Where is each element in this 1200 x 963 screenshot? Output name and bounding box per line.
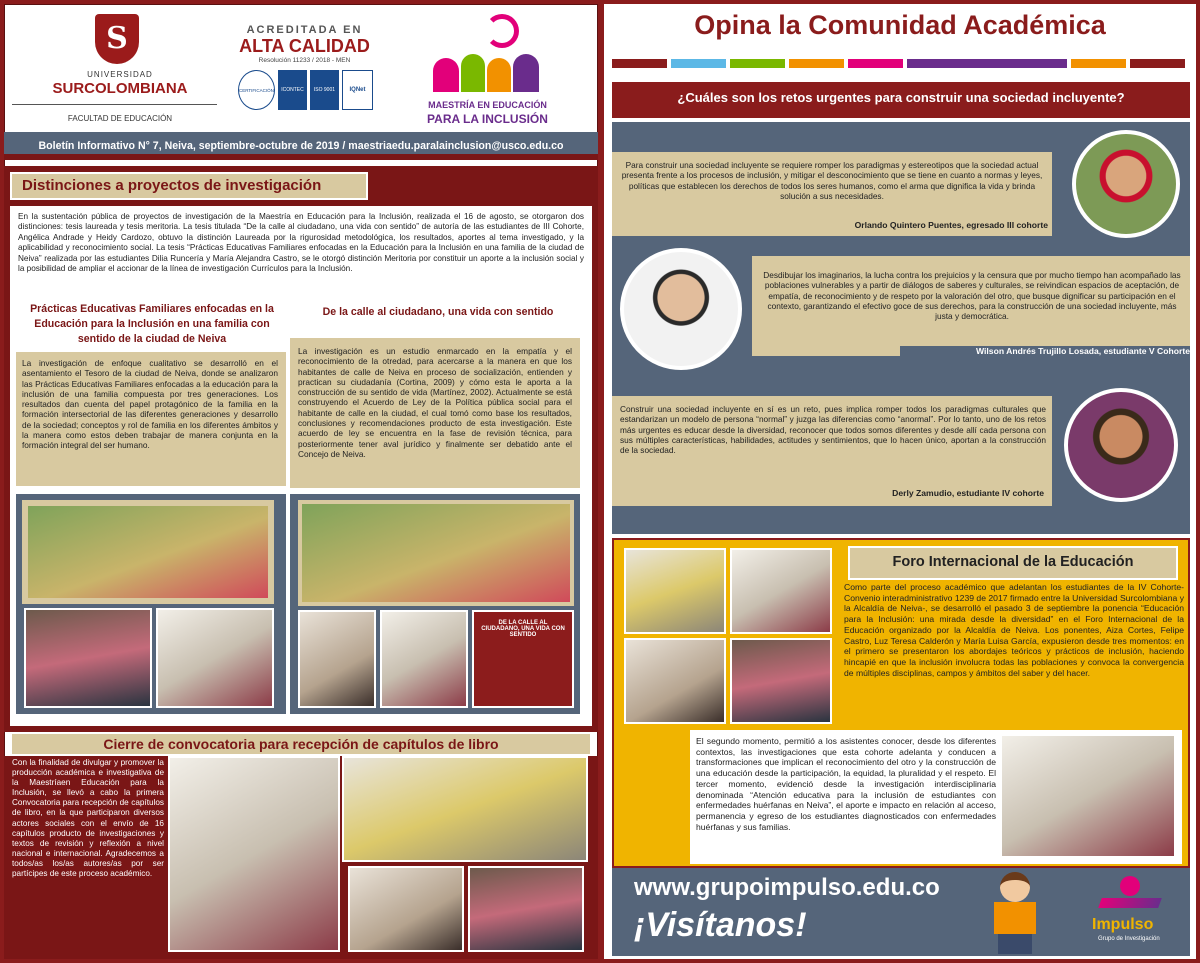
forum-text1: Como parte del proceso académico que adelantan los estudiantes de la IV Cohorte-Convenio interadministrativo 1239 de 2017 firmado entre la Universidad Surcolombiana y la Alcaldía de Neiva-, se desarrolló el pasado 3 de septiembre la ponencia “Educación para la Inclusión: una mirada desde la diversidad” en el Foro Internacional de la Educación organizado por la Alcaldía de Neiva. Los ponentes, Aiza Cortes, Felipe Castro, Luz Teresa Calderón y María Luisa García, expusieron desde tres momentos: en el primero se presentaron los abordajes teóricos y prácticos de inclusión, haciendo hincapié en que la inclusión involucra todas las poblaciones y convoca la convergencia de múltiples disciplinas, campos y ámbitos del saber y del hacer. (844, 582, 1184, 678)
photo-children (24, 608, 152, 708)
forum-photo-speakers (1000, 734, 1176, 858)
opinion-title: Opina la Comunidad Académica (694, 10, 1106, 40)
color-stripe (612, 56, 1190, 68)
cert-badge: IQNet (342, 70, 373, 110)
forum-photo-1 (624, 548, 726, 634)
cert-badge: CERTIFICACIÓN (238, 70, 275, 110)
question-text: ¿Cuáles son los retos urgentes para construir una sociedad incluyente? (677, 90, 1125, 105)
program-logo-figures (425, 14, 545, 94)
cert-badge: ISO 9001 (310, 70, 339, 110)
photo-park-group (298, 500, 574, 606)
photo-presentation (380, 610, 468, 708)
right-study-text: La investigación es un estudio enmarcado en la empatía y el reconocimiento de la otredad, para acercarse a la manera en que los habitantes de calle de Neiva en proceso de socialización, entienden y practican su ciudadanía (Cortina, 2009) y cómo esta le aporta a la construcción de su sentido de vida (Martínez, 2002). Actualmente se está construyendo el Acuerdo de Ley de la Política pública social para el habitante de calle en la ciudad, el cual tomó como base los resultados, conclusiones y recomendaciones producto de esta investigación. Este acuerdo de ley se encuentra en la fase de revisión técnica, para posteriormente tener aval jurídico y finalmente ser debatido ante el Concejo de Neiva. (298, 346, 572, 459)
university-line1: UNIVERSIDAD (87, 70, 153, 79)
university-logo: S (95, 14, 139, 64)
forum-photo-4 (730, 638, 832, 724)
photo-workshop (298, 610, 376, 708)
accredited-line1: ACREDITADA EN (246, 24, 363, 36)
quote1-author: Orlando Quintero Puentes, egresado III cohorte (854, 220, 1048, 230)
impulso-logo (1100, 876, 1170, 916)
quote3-text: Construir una sociedad incluyente en sí es un reto, pues implica romper todos los paradigmas culturales que estandarizan un modelo de persona “normal” y juzga las diferencias como “anormal”. Por lo tanto, uno de los retos más urgentes es educar desde la diversidad, reconocer que todos somos diferentes y desde allí cada persona con sus múltiples características, habilidades, actitudes y sentimientos, que lo hacen único, aportan a la construcción de la sociedad. (620, 404, 1046, 456)
distinctions-title: Distinciones a proyectos de investigación (22, 177, 322, 194)
photo-classroom-1 (342, 756, 588, 862)
program-line2: PARA LA INCLUSIÓN (427, 112, 548, 126)
bulletin-bar: Boletín Informativo N° 7, Neiva, septiembre-octubre de 2019 / maestriaedu.paralainclusion@usco.edu.co (4, 132, 598, 160)
quote1-text: Para construir una sociedad incluyente se requiere romper los paradigmas y estereotipos que la sociedad actual presenta frente a los procesos de inclusión, y mitigar el desconocimiento que se tiene en cuanto a normas y leyes, políticas que establecen los derechos de todos los seres humanos, como el arma que dignifica la vida y brinda solución a sus necesidades. (621, 160, 1043, 201)
forum-title: Foro Internacional de la Educación (892, 554, 1134, 570)
avatar-orlando (1072, 130, 1180, 238)
footer-cta[interactable]: ¡Visítanos! (634, 906, 807, 944)
closing-title: Cierre de convocatoria para recepción de capítulos de libro (103, 736, 499, 752)
avatar-wilson (620, 248, 742, 370)
forum-text2: El segundo momento, permitió a los asistentes conocer, desde los diferentes contextos, las investigaciones que esta cohorte adelanta y conducen a transformaciones que implican el reconocimiento del otro y la construcción de una educación desde la participación, la equidad, la pluralidad y el respeto. El tercer momento, evidenció desde la investigación interdisciplinaria denominada “Atención educativa para la inclusión de estudiantes con enfermedades huérfanas en Neiva”, el aporte e impacto en relación al acceso, permanencia y egreso de los estudiantes diagnosticados con enfermedades huérfanas y sus familias. (696, 736, 996, 832)
quote2-text: Desdibujar los imaginarios, la lucha contra los prejuicios y la censura que por mucho tiempo han acompañado las poblaciones vulnerables y a partir de diálogos de saberes y culturales, se reivindican espacios de aceptación, de empatía, de reconocimiento y de respeto por la valoración del otro, que busque dignificar su participación en el contexto, garantizando el efectivo goce de sus derechos, para la construcción de una sociedad incluyente, más justa y democrática. (763, 270, 1181, 322)
quote2-author: Wilson Andrés Trujillo Losada, estudiante V Cohorte (900, 346, 1190, 356)
resolution: Resolución 11233 / 2018 - MEN (258, 57, 351, 64)
footer-url[interactable]: www.grupoimpulso.edu.co (634, 874, 940, 901)
university-name: SURCOLOMBIANA (52, 80, 188, 97)
photo-family-group (22, 500, 274, 604)
program-line1: MAESTRÍA EN EDUCACIÓN (428, 100, 547, 110)
photo-laptop-class (168, 756, 340, 952)
left-study-text: La investigación de enfoque cualitativo se desarrolló en el asentamiento el Tesoro de la ciudad de Neiva, donde se analizaron las Prácticas Educativas Familiares enfocadas a la educación para la inclusión de una familia compuesta por tres generaciones. Los resultados dan cuenta del papel protagónico de la familia en la formación intersectorial de las diferentes generaciones y desarrollo de la sociedad; conceptos y rol de familia en los diferentes ámbitos y la manera como estos deben trabajar de manera conjunta en la formación integral del ser humano. (22, 358, 278, 451)
distinctions-intro: En la sustentación pública de proyectos de investigación de la Maestría en Educación para la Inclusión, realizada el 16 de agosto, se otorgaron dos distinciones: tesis laureada y tesis meritoria. La tesis titulada “De la calle al ciudadano, una vida con sentido” de autoría de las estudiantes de III Cohorte, Angélica Andrade y Heidy Cardozo, obtuvo la distinción Laureada por la rigurosidad metodológica, los resultados, aportes al tema investigado, y la aplicabilidad y reconocimiento social. La tesis “Prácticas Educativas Familiares enfocadas en la Educación para la Inclusión en una familia de la ciudad de Neiva” realizada por las estudiantes Dilia Runcería y María Alejandra Castro, se le otorgó distinción Meritoria por constituir un aporte a la inclusión social y la posibilidad de ampliar el accionar de la línea de investigación Currículos para la Inclusión. (18, 212, 584, 274)
photo-women-group (156, 608, 274, 708)
forum-photo-2 (730, 548, 832, 634)
right-study-title: De la calle al ciudadano, una vida con sentido (322, 306, 554, 318)
cert-badge: ICONTEC (278, 70, 307, 110)
accredited-line2: ALTA CALIDAD (239, 36, 370, 56)
forum-photo-3 (624, 638, 726, 724)
impulso-sub: Grupo de Investigación (1098, 936, 1160, 942)
avatar-derly (1064, 388, 1178, 502)
logo-divider (12, 104, 217, 105)
slide-caption: DE LA CALLE AL CIUDADANO, UNA VIDA CON SENTIDO (481, 620, 565, 638)
mascot-figure (980, 872, 1050, 954)
quote3-author: Derly Zamudio, estudiante IV cohorte (892, 488, 1044, 498)
faculty: FACULTAD DE EDUCACIÓN (67, 114, 173, 123)
photo-classroom-2 (348, 866, 464, 952)
closing-text: Con la finalidad de divulgar y promover la producción académica e investigativa de la Maestríaen Educación para la Inclusión, se llevó a cabo la primera Convocatoria para recepción de capítulos de libro, en la que participaron diversos actores sociales con el envío de 16 capítulos producto de investigaciones y textos de revisión y reflexión a nivel nacional e internacional. Agradecemos a todos/as los/as autores/as por ser partícipes de este proceso académico. (12, 758, 164, 879)
left-study-title: Prácticas Educativas Familiares enfocadas en la Educación para la Inclusión en una familia con sentido de la ciudad de Neiva (30, 303, 274, 345)
photo-classroom-3 (468, 866, 584, 952)
impulso-brand: Impulso (1092, 916, 1154, 933)
cert-badges (238, 70, 373, 110)
